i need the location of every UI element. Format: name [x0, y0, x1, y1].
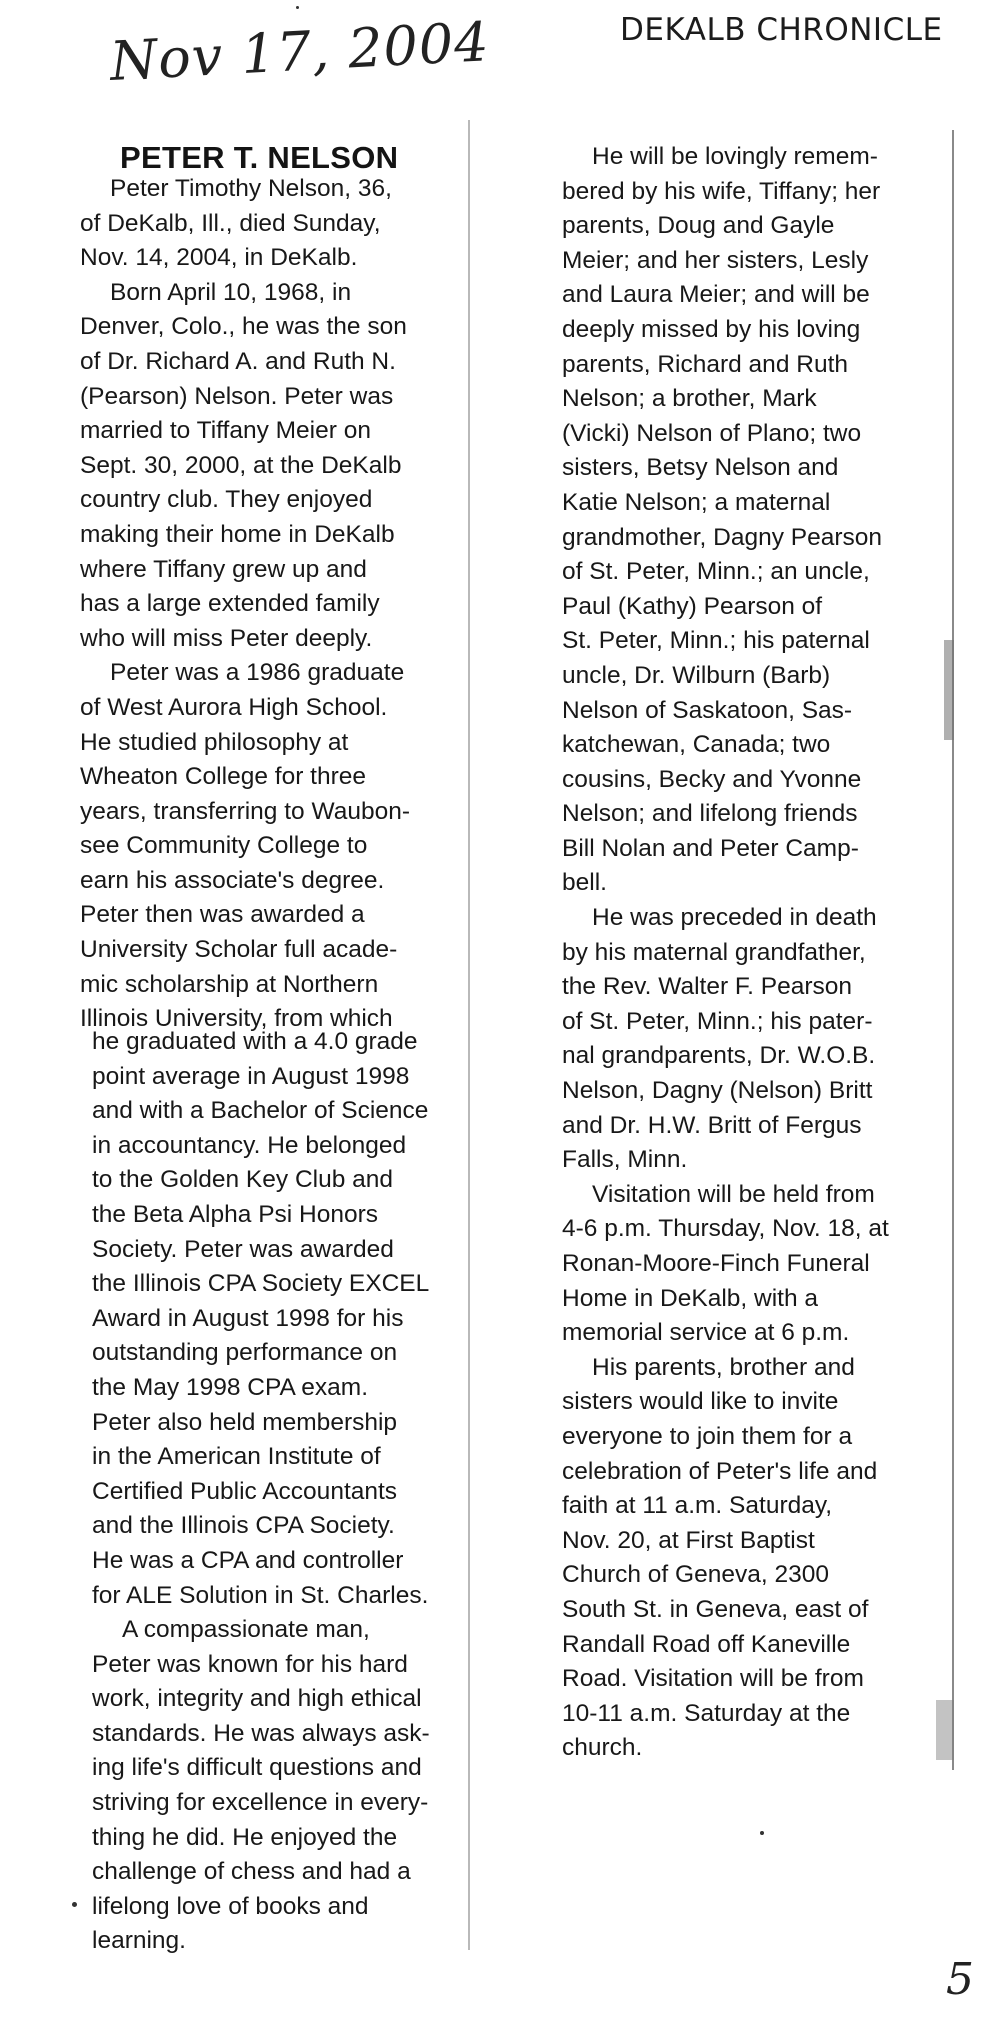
scan-speck [296, 6, 299, 9]
article-text-line: Paul (Kathy) Pearson of [562, 592, 823, 620]
article-text-line: country club. They enjoyed [80, 486, 373, 514]
article-text-line: of St. Peter, Minn.; an uncle, [562, 558, 870, 586]
article-text-line: for ALE Solution in St. Charles. [92, 1581, 429, 1609]
article-text-line: the Illinois CPA Society EXCEL [92, 1270, 430, 1298]
article-text-line: nal grandparents, Dr. W.O.B. [562, 1042, 876, 1070]
clipping-edge-left [468, 120, 470, 1950]
article-text-line: Nov. 14, 2004, in DeKalb. [80, 244, 358, 272]
article-text-line: Visitation will be held from [592, 1180, 875, 1208]
article-text-line: katchewan, Canada; two [562, 731, 831, 759]
article-text-line: the May 1998 CPA exam. [92, 1373, 368, 1401]
article-text-line: He will be lovingly remem- [592, 143, 878, 170]
scan-speck [72, 1902, 77, 1907]
article-text-line: lifelong love of books and [92, 1892, 369, 1920]
article-text-line: Certified Public Accountants [92, 1477, 398, 1505]
article-text-line: 10-11 a.m. Saturday at the [562, 1699, 851, 1727]
article-text-line: University Scholar full acade- [80, 936, 398, 964]
article-text-line: sisters would like to invite [562, 1388, 839, 1416]
article-text-line: Church of Geneva, 2300 [562, 1561, 829, 1589]
article-text-line: Award in August 1998 for his [92, 1304, 404, 1332]
article-text-line: the Rev. Walter F. Pearson [562, 973, 853, 1001]
article-text-line: striving for excellence in every- [92, 1789, 429, 1817]
article-text-line: everyone to join them for a [562, 1422, 853, 1450]
article-text-line: and Dr. H.W. Britt of Fergus [562, 1111, 862, 1139]
article-text-line: Nelson of Saskatoon, Sas- [562, 696, 853, 724]
article-text-line: of St. Peter, Minn.; his pater- [562, 1007, 873, 1035]
article-text-line: the Beta Alpha Psi Honors [92, 1200, 379, 1228]
article-text-line: cousins, Becky and Yvonne [562, 765, 862, 793]
article-text-line: He was preceded in death [592, 904, 877, 932]
article-text-line: Ronan-Moore-Finch Funeral [562, 1250, 870, 1277]
article-text-line: point average in August 1998 [92, 1062, 410, 1090]
article-text-line: Falls, Minn. [562, 1146, 688, 1174]
article-text-line: Nelson; a brother, Mark [562, 385, 817, 413]
article-text-line: and Laura Meier; and will be [562, 281, 870, 309]
article-text-line: has a large extended family [80, 590, 380, 618]
article-text-line: Wheaton College for three [80, 763, 366, 791]
article-text-line: see Community College to [80, 832, 368, 860]
article-text-line: Home in DeKalb, with a [562, 1284, 819, 1312]
article-text-line: Road. Visitation will be from [562, 1665, 864, 1693]
article-text-line: Peter then was awarded a [80, 901, 365, 929]
article-text-line: Illinois University, from which [80, 1005, 393, 1033]
article-text-line: bell. [562, 869, 607, 897]
clipping-edge-right [952, 130, 954, 1770]
article-text-line: of Dr. Richard A. and Ruth N. [80, 347, 396, 375]
article-text-line: A compassionate man, [122, 1616, 370, 1644]
article-text-line: mic scholarship at Northern [80, 970, 379, 998]
article-text-line: memorial service at 6 p.m. [562, 1319, 850, 1347]
obituary-name: PETER T. NELSON [120, 140, 399, 175]
article-text-line: married to Tiffany Meier on [80, 417, 371, 445]
article-text-line: Meier; and her sisters, Lesly [562, 246, 869, 274]
article-text-line: 4-6 p.m. Thursday, Nov. 18, at [562, 1215, 889, 1243]
article-text-line: and the Illinois CPA Society. [92, 1512, 395, 1540]
article-text-line: He studied philosophy at [80, 728, 349, 756]
article-text-line: Nov. 20, at First Baptist [562, 1526, 815, 1554]
article-text-line: Society. Peter was awarded [92, 1235, 394, 1263]
scan-smudge [936, 1700, 954, 1760]
article-text-line: Bill Nolan and Peter Camp- [562, 834, 859, 862]
article-text-line: uncle, Dr. Wilburn (Barb) [562, 661, 831, 689]
article-text-line: of DeKalb, Ill., died Sunday, [80, 209, 381, 237]
article-text-line: Born April 10, 1968, in [110, 278, 352, 306]
article-text-line: earn his associate's degree. [80, 866, 385, 894]
article-text-line: in the American Institute of [92, 1443, 381, 1471]
article-text-line: Sept. 30, 2000, at the DeKalb [80, 451, 402, 479]
article-text-line: St. Peter, Minn.; his paternal [562, 627, 870, 655]
article-text-line: parents, Richard and Ruth [562, 350, 848, 378]
article-text-line: and with a Bachelor of Science [92, 1097, 429, 1125]
article-text-line: in accountancy. He belonged [92, 1131, 407, 1159]
article-text-line: deeply missed by his loving [562, 315, 861, 343]
article-text-line: where Tiffany grew up and [80, 555, 367, 583]
article-text-line: Peter was a 1986 graduate [110, 659, 405, 687]
article-text-line: work, integrity and high ethical [92, 1685, 422, 1713]
article-text-line: outstanding performance on [92, 1339, 398, 1367]
scan-speck [760, 1831, 764, 1835]
article-text-line: He was a CPA and controller [92, 1546, 404, 1574]
article-text-line: faith at 11 a.m. Saturday, [562, 1492, 833, 1520]
article-text-line: Randall Road off Kaneville [562, 1630, 851, 1658]
obituary-right-column [562, 140, 947, 1766]
article-text-line: Katie Nelson; a maternal [562, 488, 831, 516]
article-text-line: His parents, brother and [592, 1353, 855, 1381]
article-text-line: Nelson, Dagny (Nelson) Britt [562, 1077, 873, 1105]
article-text-line: learning. [92, 1927, 186, 1955]
article-text-line: Denver, Colo., he was the son [80, 313, 407, 341]
obituary-left-column-bottom [92, 1025, 472, 1959]
article-text-line: Peter Timothy Nelson, 36, [110, 175, 392, 202]
obituary-left-column-top [80, 172, 470, 1037]
article-text-line: ing life's difficult questions and [92, 1754, 422, 1782]
article-text-line: to the Golden Key Club and [92, 1166, 394, 1194]
article-text-line: bered by his wife, Tiffany; her [562, 177, 881, 205]
article-text-line: he graduated with a 4.0 grade [92, 1028, 418, 1055]
article-text-line: parents, Doug and Gayle [562, 212, 835, 240]
article-text-line: sisters, Betsy Nelson and [562, 454, 839, 482]
article-text-line: by his maternal grandfather, [562, 938, 866, 966]
article-text-line: challenge of chess and had a [92, 1858, 411, 1886]
article-text-line: church. [562, 1734, 643, 1762]
article-text-line: Peter was known for his hard [92, 1650, 408, 1678]
article-text-line: years, transferring to Waubon- [80, 797, 410, 825]
article-text-line: thing he did. He enjoyed the [92, 1823, 398, 1851]
article-text-line: standards. He was always ask- [92, 1719, 430, 1747]
article-text-line: (Vicki) Nelson of Plano; two [562, 419, 862, 447]
article-text-line: (Pearson) Nelson. Peter was [80, 382, 394, 410]
publication-masthead: DEKALB CHRONICLE [620, 12, 943, 48]
scan-smudge [944, 640, 954, 740]
article-text-line: who will miss Peter deeply. [80, 624, 373, 652]
article-text-line: Peter also held membership [92, 1408, 398, 1436]
article-text-line: of West Aurora High School. [80, 693, 388, 721]
article-text-line: Nelson; and lifelong friends [562, 800, 858, 828]
article-text-line: South St. in Geneva, east of [562, 1595, 869, 1623]
page-number: 5 [946, 1954, 974, 2005]
article-text-line: celebration of Peter's life and [562, 1457, 878, 1485]
handwritten-date: Nov 17, 2004 [108, 10, 492, 93]
article-text-line: making their home in DeKalb [80, 520, 395, 548]
article-text-line: grandmother, Dagny Pearson [562, 523, 883, 551]
